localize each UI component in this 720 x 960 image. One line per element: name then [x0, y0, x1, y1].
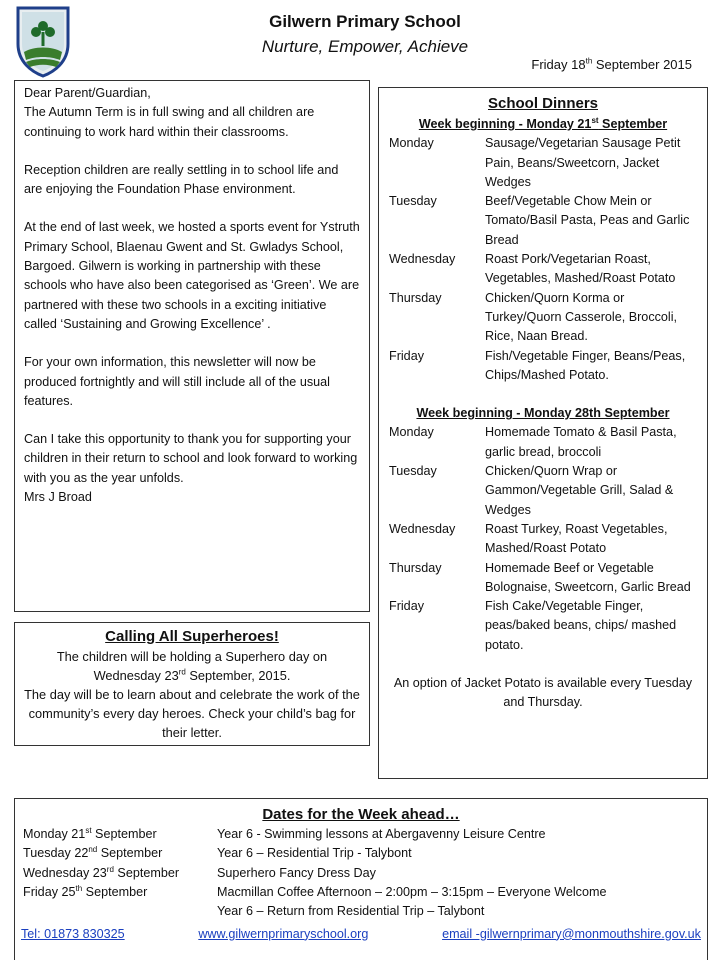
date-label: Tuesday 22nd September: [23, 845, 163, 861]
letter-paragraph: Can I take this opportunity to thank you for supporting your children in their return to school and look forward to working with you as the year unfolds. Mrs J Broad: [24, 432, 358, 505]
menu-food: Fish Cake/Vegetable Finger, peas/baked beans, chips/ mashed potato.: [485, 599, 677, 652]
menu-day: Friday: [389, 599, 424, 614]
menu-day: Friday: [389, 348, 424, 363]
date-event: Superhero Fancy Dress Day: [217, 865, 376, 880]
superheroes-line2: The day will be to learn about and celebrate the work of the community’s every day heroes. Check your child’s bag for their letter.: [24, 687, 360, 740]
menu-row: [389, 289, 697, 347]
menu-row: [389, 423, 697, 462]
menu-day: Thursday: [389, 290, 442, 305]
menu-row: [389, 597, 697, 655]
menu-food: Chicken/Quorn Korma or Turkey/Quorn Casserole, Broccoli, Rice, Naan Bread.: [485, 290, 678, 344]
menu-food: Fish/Vegetable Finger, Beans/Peas, Chips/Mashed Potato.: [485, 348, 686, 382]
dinners-title: School Dinners: [487, 95, 599, 112]
email-link[interactable]: email -gilwernprimary@monmouthshire.gov.uk: [442, 926, 701, 941]
menu-row: [389, 462, 697, 520]
date-row: [23, 864, 699, 883]
telephone-link[interactable]: Tel: 01873 830325: [21, 926, 125, 941]
menu-day: Tuesday: [389, 194, 437, 209]
school-dinners-box: [378, 87, 708, 779]
headteacher-letter: [14, 80, 370, 612]
menu-row: [389, 559, 697, 598]
superheroes-title: Calling All Superheroes!: [105, 628, 279, 645]
date-label: Monday 21st September: [23, 825, 157, 841]
letter-paragraph: Reception children are really settling in to school life and are enjoying the Foundation Phase environment.: [24, 162, 339, 197]
date-event: Year 6 - Swimming lessons at Abergavenny Leisure Centre: [217, 827, 546, 841]
school-name: Gilwern Primary School: [269, 12, 461, 31]
date-label: Wednesday 23rd September: [23, 864, 180, 880]
week2-menu: [389, 423, 697, 655]
week1-menu: [389, 134, 697, 385]
menu-day: Monday: [389, 136, 434, 151]
menu-row: [389, 134, 697, 192]
menu-row: [389, 520, 697, 559]
dates-title: Dates for the Week ahead…: [262, 806, 460, 823]
superheroes-line1: The children will be holding a Superhero day on Wednesday 23rd September, 2015.: [56, 649, 328, 683]
contact-bar: [15, 925, 707, 944]
menu-food: Sausage/Vegetarian Sausage Petit Pain, Beans/Sweetcorn, Jacket Wedges: [485, 136, 681, 189]
school-motto: Nurture, Empower, Achieve: [261, 37, 469, 56]
menu-day: Monday: [389, 425, 434, 440]
menu-day: Wednesday: [389, 521, 456, 536]
date-row: [23, 902, 699, 921]
dates-box: [14, 798, 708, 960]
menu-day: Tuesday: [389, 464, 437, 479]
jacket-potato-note: An option of Jacket Potato is available every Tuesday and Thursday.: [393, 676, 693, 710]
menu-row: [389, 192, 697, 250]
menu-food: Beef/Vegetable Chow Mein or Tomato/Basil Pasta, Peas and Garlic Bread: [485, 194, 690, 247]
newsletter-date: Friday 18th September 2015: [531, 56, 692, 72]
date-row: [23, 844, 699, 863]
date-label: Friday 25th September: [23, 883, 148, 899]
letter-paragraph: Dear Parent/Guardian, The Autumn Term is in full swing and all children are continuing to work hard within their classrooms.: [24, 86, 315, 139]
superheroes-box: [14, 622, 370, 746]
menu-row: [389, 347, 697, 386]
menu-food: Roast Pork/Vegetarian Roast, Vegetables, Mashed/Roast Potato: [485, 252, 676, 286]
menu-day: Wednesday: [389, 252, 456, 267]
week1-heading: Week beginning - Monday 21st September: [418, 115, 668, 131]
website-link[interactable]: www.gilwernprimaryschool.org: [198, 926, 369, 941]
date-event: Year 6 – Return from Residential Trip – Talybont: [217, 904, 485, 919]
date-event: Macmillan Coffee Afternoon – 2:00pm – 3:15pm – Everyone Welcome: [217, 884, 607, 899]
date-label: [23, 902, 217, 921]
menu-day: Thursday: [389, 560, 442, 575]
week2-heading: Week beginning - Monday 28th September: [416, 406, 670, 421]
date-row: [23, 825, 699, 844]
letter-paragraph: At the end of last week, we hosted a sports event for Ystruth Primary School, Blaenau Gwent and St. Gwladys School, Bargoed. Gilwern is working in partnership with these schools who have also been categorised as ‘Green’. We are partnered with these two schools in a exciting initiative called ‘Sustaining and Growing Excellence’ .: [24, 220, 360, 331]
letter-paragraph: For your own information, this newsletter will now be produced fortnightly and will still include all of the usual features.: [24, 355, 330, 408]
menu-row: [389, 250, 697, 289]
menu-food: Roast Turkey, Roast Vegetables, Mashed/Roast Potato: [485, 521, 668, 556]
menu-food: Chicken/Quorn Wrap or Gammon/Vegetable Grill, Salad & Wedges: [485, 464, 674, 517]
date-row: [23, 883, 699, 902]
menu-food: Homemade Tomato & Basil Pasta, garlic bread, broccoli: [485, 425, 677, 459]
menu-food: Homemade Beef or Vegetable Bolognaise, Sweetcorn, Garlic Bread: [485, 560, 691, 594]
date-event: Year 6 – Residential Trip - Talybont: [217, 846, 412, 861]
